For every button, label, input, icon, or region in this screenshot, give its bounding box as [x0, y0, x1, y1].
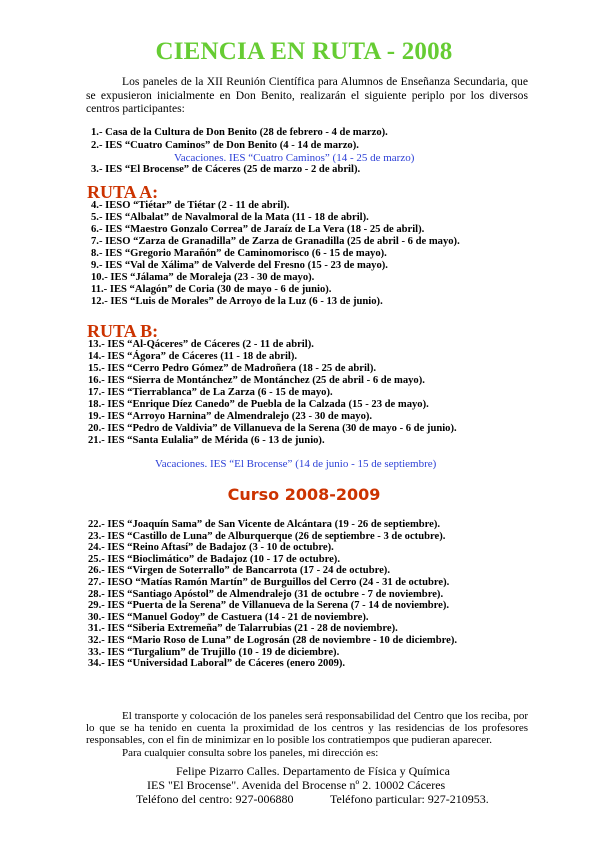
vacation-note: Vacaciones. IES “El Brocense” (14 de junio - 15 de septiembre) [155, 458, 437, 470]
list-item: 9.- IES “Val de Xálima” de Valverde del Fresno (15 - 23 de mayo). [91, 260, 388, 271]
list-item: 28.- IES “Santiago Apóstol” de Almendralejo (31 de octubre - 7 de noviembre). [88, 588, 444, 600]
list-item: 21.- IES “Santa Eulalia” de Mérida (6 - 13 de junio). [88, 435, 325, 446]
list-item: 5.- IES “Albalat” de Navalmoral de la Mata (11 - 18 de abril). [91, 212, 369, 223]
list-item: 16.- IES “Sierra de Montánchez” de Montánchez (25 de abril - 6 de mayo). [88, 375, 425, 386]
list-item: 20.- IES “Pedro de Valdivia” de Villanueva de la Serena (30 de mayo - 6 de junio). [88, 423, 457, 434]
signature-phone-centro: Teléfono del centro: 927-006880 [136, 792, 294, 806]
list-item: 25.- IES “Bioclimático” de Badajoz (10 - 17 de octubre). [88, 553, 340, 565]
ruta-b-heading: RUTA B: [87, 321, 159, 341]
list-item: 19.- IES “Arroyo Harnina” de Almendralejo (23 - 30 de mayo). [88, 411, 373, 422]
intro-paragraph: Los paneles de la XII Reunión Científica para Alumnos de Enseñanza Secundaria, que se expusieron inicialmente en Don Benito, realizarán el siguiente periplo por los diversos centros participantes: [86, 75, 528, 116]
list-item: 24.- IES “Reino Aftasí” de Badajoz (3 - 10 de octubre). [88, 542, 334, 554]
ruta-a-heading: RUTA A: [87, 182, 159, 202]
list-item: 26.- IES “Virgen de Soterrallo” de Bancarrota (17 - 24 de octubre). [88, 565, 390, 577]
list-item: 7.- IESO “Zarza de Granadilla” de Zarza de Granadilla (25 de abril - 6 de mayo). [91, 236, 460, 247]
contact-intro: Para cualquier consulta sobre los paneles, mi dirección es: [122, 747, 379, 759]
signature-phone-particular: Teléfono particular: 927-210953. [330, 792, 489, 806]
list-item: 29.- IES “Puerta de la Serena” de Villanueva de la Serena (7 - 14 de noviembre). [88, 600, 450, 612]
list-item: 6.- IES “Maestro Gonzalo Correa” de Jaraíz de La Vera (18 - 25 de abril). [91, 224, 425, 235]
signature-name: Felipe Pizarro Calles. Departamento de Física y Química [176, 764, 450, 778]
list-item: 34.- IES “Universidad Laboral” de Cáceres (enero 2009). [88, 658, 346, 670]
list-item: 12.- IES “Luis de Morales” de Arroyo de la Luz (6 - 13 de junio). [91, 296, 383, 307]
signature-address: IES "El Brocense". Avenida del Brocense nº 2. 10002 Cáceres [147, 778, 446, 792]
list-item: 14.- IES “Ágora” de Cáceres (11 - 18 de abril). [88, 351, 298, 362]
list-item: 8.- IES “Gregorio Marañón” de Caminomorisco (6 - 15 de mayo). [91, 248, 387, 259]
list-item: 23.- IES “Castillo de Luna” de Alburquerque (26 de septiembre - 3 de octubre). [88, 530, 446, 542]
closing-paragraph: El transporte y colocación de los paneles será responsabilidad del Centro que los reciba, por lo que se ha tenido en cuenta la proximidad de los centros y las residencias de los profesores responsables, con el fin de minimizar en lo posible los contratiempos que pudieran aparecer. [86, 710, 528, 747]
page-title: CIENCIA EN RUTA - 2008 [155, 38, 453, 65]
list-item: 2.- IES “Cuatro Caminos” de Don Benito (4 - 14 de marzo). [91, 140, 359, 151]
list-item: 15.- IES “Cerro Pedro Gómez” de Madroñera (18 - 25 de abril). [88, 363, 377, 374]
list-item: 27.- IESO “Matías Ramón Martín” de Burguillos del Cerro (24 - 31 de octubre). [88, 577, 450, 588]
list-item: 13.- IES “Al-Qáceres” de Cáceres (2 - 11 de abril). [88, 339, 314, 350]
curso-heading: Curso 2008-2009 [227, 485, 381, 504]
list-item: 11.- IES “Alagón” de Coria (30 de mayo - 6 de junio). [91, 284, 332, 295]
list-item: 31.- IES “Siberia Extremeña” de Talarrubias (21 - 28 de noviembre). [88, 623, 398, 635]
list-item: 33.- IES “Turgalium” de Trujillo (10 - 19 de diciembre). [88, 646, 340, 658]
list-item: 30.- IES “Manuel Godoy” de Castuera (14 - 21 de noviembre). [88, 611, 369, 623]
list-item: 32.- IES “Mario Roso de Luna” de Logrosán (28 de noviembre - 10 de diciembre). [88, 635, 458, 646]
list-item: 1.- Casa de la Cultura de Don Benito (28 de febrero - 4 de marzo). [91, 127, 388, 138]
list-item: 3.- IES “El Brocense” de Cáceres (25 de marzo - 2 de abril). [91, 164, 361, 175]
list-item: 22.- IES “Joaquín Sama” de San Vicente de Alcántara (19 - 26 de septiembre). [88, 519, 441, 530]
vacation-note: Vacaciones. IES “Cuatro Caminos” (14 - 25 de marzo) [174, 152, 415, 164]
list-item: 10.- IES “Jálama” de Moraleja (23 - 30 de mayo). [91, 272, 315, 283]
list-item: 4.- IESO “Tiétar” de Tiétar (2 - 11 de abril). [91, 200, 290, 211]
list-item: 17.- IES “Tierrablanca” de La Zarza (6 - 15 de mayo). [88, 387, 333, 398]
list-item: 18.- IES “Enrique Díez Canedo” de Puebla de la Calzada (15 - 23 de mayo). [88, 399, 429, 410]
